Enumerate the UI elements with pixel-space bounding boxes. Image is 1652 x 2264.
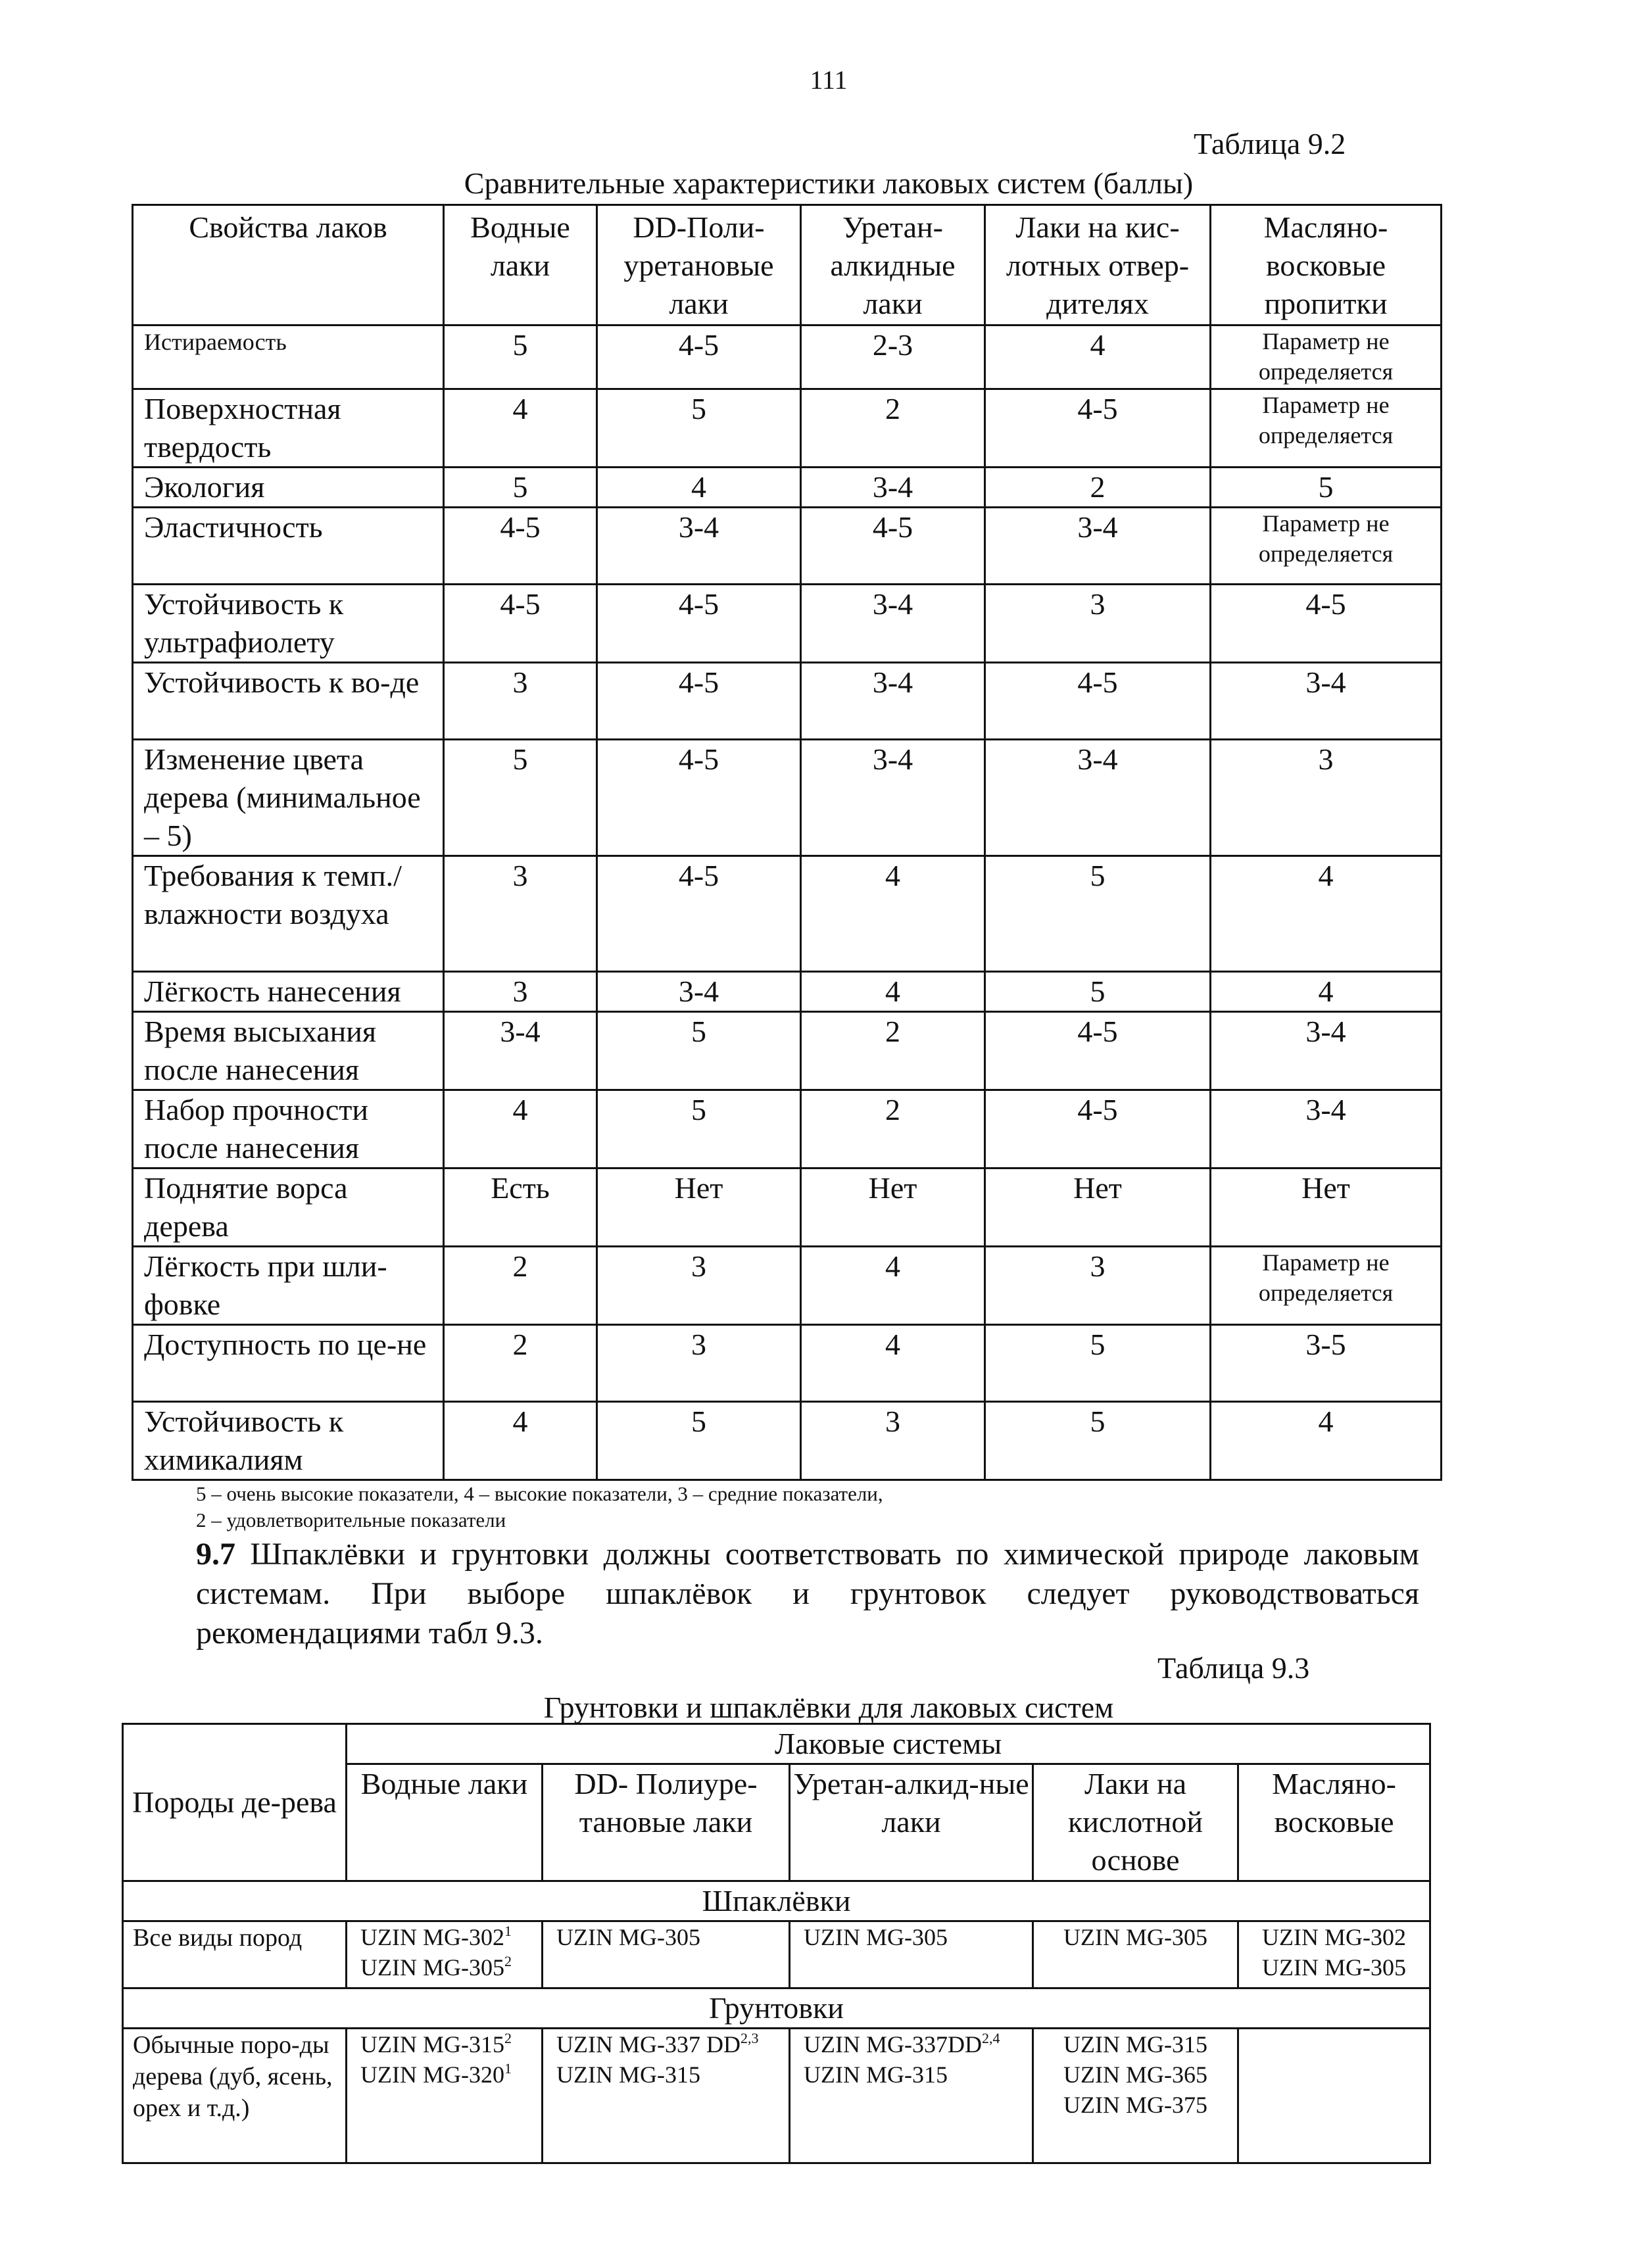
score-cell: 5 bbox=[985, 856, 1211, 972]
score-cell: 3-4 bbox=[985, 740, 1211, 856]
section-row bbox=[123, 1988, 1430, 2029]
score-cell: 3 bbox=[985, 1247, 1211, 1325]
product-code: UZIN MG-337 DD bbox=[556, 2031, 741, 2058]
score-cell: 4 bbox=[1211, 1402, 1442, 1480]
score-cell: 4-5 bbox=[444, 508, 597, 585]
score-cell: 3-4 bbox=[597, 972, 801, 1012]
score-cell: Параметр не определяется bbox=[1211, 508, 1442, 585]
table-notes bbox=[196, 1481, 1314, 1533]
table-row bbox=[133, 740, 1442, 856]
property-name: Доступность по це-не bbox=[133, 1325, 444, 1402]
table-row bbox=[133, 663, 1442, 740]
table-caption: Сравнительные характеристики лаковых систем (баллы) bbox=[464, 166, 1194, 200]
column-header: DD- Полиуре-тановые лаки bbox=[543, 1764, 790, 1881]
table-row bbox=[133, 972, 1442, 1012]
section-row bbox=[123, 1881, 1430, 1921]
table-cell bbox=[347, 1921, 543, 1988]
property-name: Поднятие ворса дерева bbox=[133, 1168, 444, 1247]
property-name: Устойчивость к химикалиям bbox=[133, 1402, 444, 1480]
score-cell: 3 bbox=[444, 856, 597, 972]
score-cell: 5 bbox=[597, 389, 801, 468]
score-cell: 4-5 bbox=[597, 663, 801, 740]
score-cell: 5 bbox=[444, 325, 597, 389]
table-cell: UZIN MG-305 bbox=[1033, 1921, 1238, 1988]
property-name: Лёгкость нанесения bbox=[133, 972, 444, 1012]
property-name: Время высыхания после нанесения bbox=[133, 1012, 444, 1090]
product-code: UZIN MG-315 bbox=[804, 2061, 948, 2088]
product-code: UZIN MG-315 bbox=[360, 2031, 504, 2058]
footnote-mark: 2,4 bbox=[981, 2030, 1000, 2046]
table-cell bbox=[1033, 2029, 1238, 2163]
table-row bbox=[123, 2029, 1430, 2163]
table-cell bbox=[543, 2029, 790, 2163]
score-cell: 2 bbox=[444, 1247, 597, 1325]
score-cell: 3-5 bbox=[1211, 1325, 1442, 1402]
score-cell: 4 bbox=[1211, 972, 1442, 1012]
score-cell: 5 bbox=[597, 1402, 801, 1480]
score-cell: 3 bbox=[597, 1247, 801, 1325]
property-name: Устойчивость к ультрафиолету bbox=[133, 585, 444, 663]
score-cell: 2 bbox=[801, 1012, 985, 1090]
score-cell: 4-5 bbox=[597, 740, 801, 856]
score-cell: 5 bbox=[1211, 468, 1442, 508]
table-cell bbox=[1238, 2029, 1430, 2163]
score-cell: Нет bbox=[1211, 1168, 1442, 1247]
score-cell: 3-4 bbox=[801, 663, 985, 740]
property-name: Устойчивость к во-де bbox=[133, 663, 444, 740]
score-cell: 4 bbox=[444, 389, 597, 468]
property-name: Экология bbox=[133, 468, 444, 508]
property-name: Требования к темп./влажности воздуха bbox=[133, 856, 444, 972]
paragraph-number: 9.7 bbox=[196, 1537, 235, 1572]
score-cell: Нет bbox=[597, 1168, 801, 1247]
score-cell: 3-4 bbox=[1211, 1090, 1442, 1168]
score-cell: 4 bbox=[444, 1090, 597, 1168]
score-cell: 5 bbox=[597, 1012, 801, 1090]
score-cell: 4-5 bbox=[597, 585, 801, 663]
score-cell: 4 bbox=[1211, 856, 1442, 972]
column-header: Масляно-восковые пропитки bbox=[1211, 205, 1442, 325]
table-label: Таблица 9.2 bbox=[1194, 127, 1346, 160]
score-cell: 3-4 bbox=[801, 585, 985, 663]
product-code: UZIN MG-305 bbox=[1262, 1954, 1407, 1981]
score-cell: Параметр не определяется bbox=[1211, 325, 1442, 389]
table-row bbox=[133, 585, 1442, 663]
table-header-row bbox=[133, 205, 1442, 325]
score-cell: 3 bbox=[444, 972, 597, 1012]
table-row bbox=[133, 1247, 1442, 1325]
footnote-mark: 2 bbox=[504, 2030, 512, 2046]
score-cell: Нет bbox=[985, 1168, 1211, 1247]
score-cell: 5 bbox=[985, 1325, 1211, 1402]
score-cell: 4 bbox=[444, 1402, 597, 1480]
table-row bbox=[123, 1921, 1430, 1988]
property-name: Поверхностная твердость bbox=[133, 389, 444, 468]
score-cell: 3-4 bbox=[985, 508, 1211, 585]
score-cell: 4-5 bbox=[597, 856, 801, 972]
column-header: Водные лаки bbox=[347, 1764, 543, 1881]
table-cell: UZIN MG-305 bbox=[543, 1921, 790, 1988]
product-code: UZIN MG-315 bbox=[556, 2061, 700, 2088]
score-cell: 4-5 bbox=[985, 663, 1211, 740]
property-name: Лёгкость при шли-фовке bbox=[133, 1247, 444, 1325]
score-cell: 3-4 bbox=[801, 468, 985, 508]
column-header: Уретан-алкид-ные лаки bbox=[790, 1764, 1033, 1881]
score-cell: 5 bbox=[985, 972, 1211, 1012]
property-name: Эластичность bbox=[133, 508, 444, 585]
score-cell: 2 bbox=[985, 468, 1211, 508]
score-cell: Параметр не определяется bbox=[1211, 389, 1442, 468]
column-header: DD-Поли-уретановые лаки bbox=[597, 205, 801, 325]
score-cell: 4 bbox=[985, 325, 1211, 389]
product-code: UZIN MG-320 bbox=[360, 2061, 504, 2088]
score-cell: 3 bbox=[597, 1325, 801, 1402]
table-row bbox=[133, 508, 1442, 585]
column-header: Лаки на кислотной основе bbox=[1033, 1764, 1238, 1881]
table-header-row bbox=[123, 1724, 1430, 1764]
table-row bbox=[133, 468, 1442, 508]
table-cell bbox=[347, 2029, 543, 2163]
score-cell: Нет bbox=[801, 1168, 985, 1247]
table-cell bbox=[790, 2029, 1033, 2163]
footnote-mark: 2,3 bbox=[740, 2030, 759, 2046]
score-cell: 5 bbox=[597, 1090, 801, 1168]
score-cell: 4-5 bbox=[985, 1090, 1211, 1168]
column-header: Лаки на кис-лотных отвер-дителях bbox=[985, 205, 1211, 325]
score-cell: 5 bbox=[444, 740, 597, 856]
score-cell: 3-4 bbox=[444, 1012, 597, 1090]
lacquer-properties-table bbox=[132, 204, 1442, 1481]
score-cell: 3 bbox=[1211, 740, 1442, 856]
section-title: Шпаклёвки bbox=[123, 1881, 1430, 1921]
section-title: Грунтовки bbox=[123, 1988, 1430, 2029]
note-line: 2 – удовлетворительные показатели bbox=[196, 1508, 506, 1531]
score-cell: 2 bbox=[801, 1090, 985, 1168]
score-cell: 4 bbox=[801, 1325, 985, 1402]
footnote-mark: 2 bbox=[504, 1953, 512, 1969]
table-row bbox=[133, 1012, 1442, 1090]
column-header: Масляно-восковые bbox=[1238, 1764, 1430, 1881]
score-cell: 4-5 bbox=[597, 325, 801, 389]
primers-putties-table bbox=[122, 1723, 1431, 2164]
score-cell: 3-4 bbox=[597, 508, 801, 585]
table-row bbox=[133, 1090, 1442, 1168]
page-number: 111 bbox=[810, 65, 848, 95]
table-row bbox=[133, 325, 1442, 389]
score-cell: 2-3 bbox=[801, 325, 985, 389]
paragraph-9-7 bbox=[196, 1535, 1419, 1653]
table-row bbox=[133, 1325, 1442, 1402]
score-cell: 4 bbox=[801, 856, 985, 972]
score-cell: 3-4 bbox=[801, 740, 985, 856]
product-code: UZIN MG-375 bbox=[1063, 2092, 1207, 2118]
property-name: Изменение цвета дерева (минимальное – 5) bbox=[133, 740, 444, 856]
column-header: Уретан-алкидные лаки bbox=[801, 205, 985, 325]
score-cell: 4 bbox=[801, 1247, 985, 1325]
score-cell: 4-5 bbox=[985, 1012, 1211, 1090]
product-code: UZIN MG-302 bbox=[360, 1924, 504, 1950]
row-label: Обычные поро-ды дерева (дуб, ясень, орех и т.д.) bbox=[123, 2029, 347, 2163]
table-row bbox=[133, 1402, 1442, 1480]
score-cell: 3-4 bbox=[1211, 663, 1442, 740]
product-code: UZIN MG-337DD bbox=[804, 2031, 982, 2058]
column-header: Водные лаки bbox=[444, 205, 597, 325]
score-cell: 5 bbox=[985, 1402, 1211, 1480]
row-label: Все виды пород bbox=[123, 1921, 347, 1988]
paragraph-text: Шпаклёвки и грунтовки должны соответствовать по химической природе лаковым системам. При выборе шпаклёвок и грунтовок следует руководствоваться рекомендациями табл 9.3. bbox=[196, 1537, 1419, 1650]
group-header: Лаковые системы bbox=[347, 1724, 1430, 1764]
product-code: UZIN MG-315 bbox=[1063, 2031, 1207, 2058]
score-cell: 4-5 bbox=[1211, 585, 1442, 663]
table-label: Таблица 9.3 bbox=[1157, 1651, 1310, 1685]
footnote-mark: 1 bbox=[504, 2060, 512, 2077]
score-cell: Параметр не определяется bbox=[1211, 1247, 1442, 1325]
score-cell: 2 bbox=[801, 389, 985, 468]
column-header: Свойства лаков bbox=[133, 205, 444, 325]
table-row bbox=[133, 389, 1442, 468]
property-name: Истираемость bbox=[133, 325, 444, 389]
product-code: UZIN MG-365 bbox=[1063, 2061, 1207, 2088]
table-row bbox=[133, 856, 1442, 972]
note-line: 5 – очень высокие показатели, 4 – высокие показатели, 3 – средние показатели, bbox=[196, 1482, 883, 1505]
table-row bbox=[133, 1168, 1442, 1247]
score-cell: 4 bbox=[801, 972, 985, 1012]
score-cell: 3 bbox=[801, 1402, 985, 1480]
footnote-mark: 1 bbox=[504, 1923, 512, 1939]
product-code: UZIN MG-302 bbox=[1262, 1924, 1407, 1950]
score-cell: 2 bbox=[444, 1325, 597, 1402]
score-cell: 4-5 bbox=[801, 508, 985, 585]
score-cell: 4-5 bbox=[444, 585, 597, 663]
score-cell: 4-5 bbox=[985, 389, 1211, 468]
property-name: Набор прочности после нанесения bbox=[133, 1090, 444, 1168]
table-cell bbox=[1238, 1921, 1430, 1988]
score-cell: 3 bbox=[444, 663, 597, 740]
score-cell: 3 bbox=[985, 585, 1211, 663]
table-cell: UZIN MG-305 bbox=[790, 1921, 1033, 1988]
product-code: UZIN MG-305 bbox=[360, 1954, 504, 1981]
table-caption: Грунтовки и шпаклёвки для лаковых систем bbox=[543, 1691, 1114, 1724]
score-cell: 3-4 bbox=[1211, 1012, 1442, 1090]
score-cell: Есть bbox=[444, 1168, 597, 1247]
score-cell: 4 bbox=[597, 468, 801, 508]
column-header: Породы де-рева bbox=[123, 1724, 347, 1881]
score-cell: 5 bbox=[444, 468, 597, 508]
